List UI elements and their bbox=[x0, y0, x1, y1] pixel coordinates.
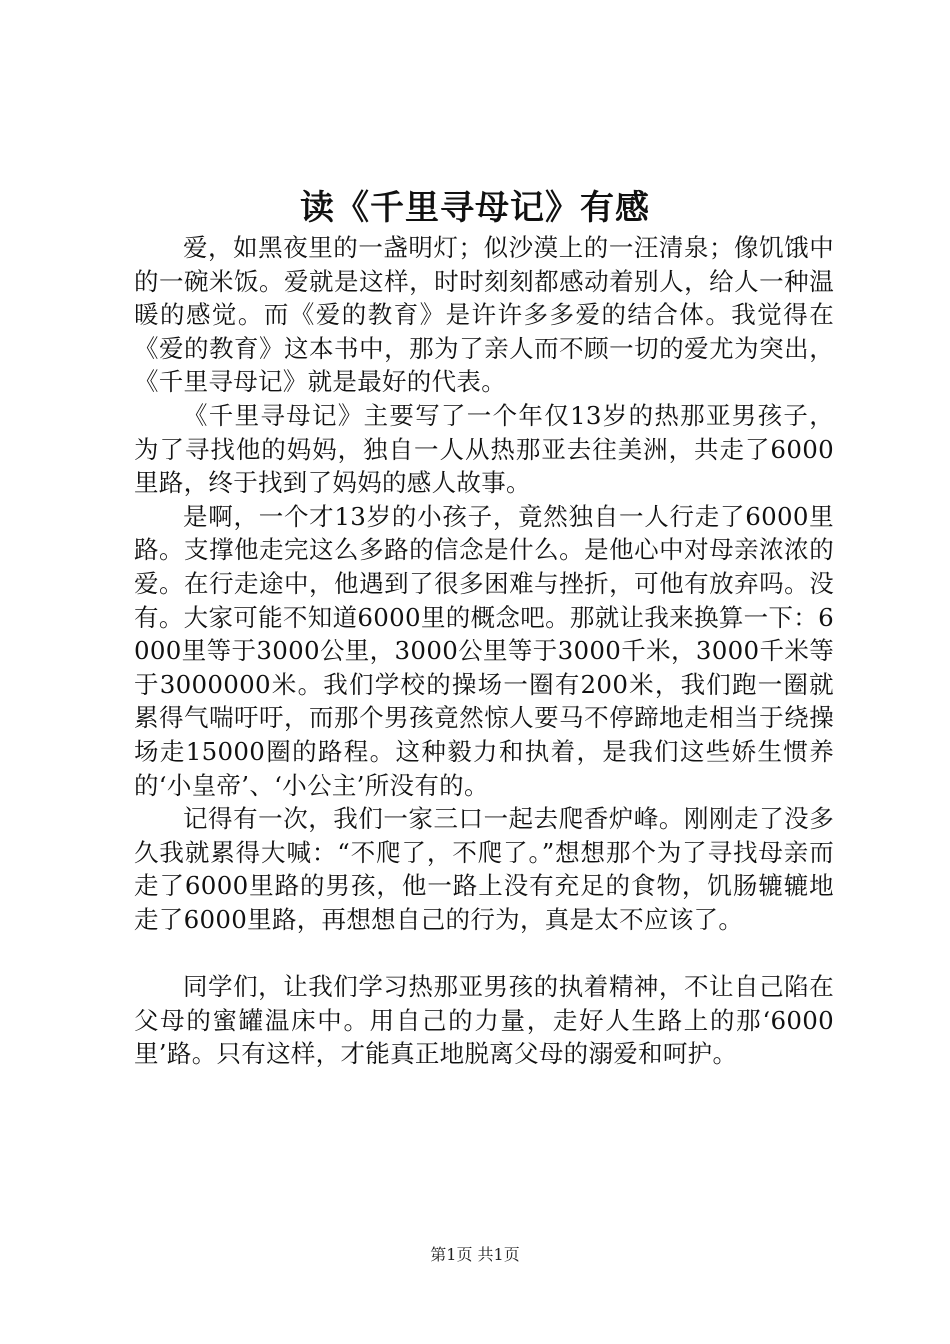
document-title: 读《千里寻母记》有感 bbox=[300, 188, 650, 228]
paragraph-5: 同学们，让我们学习热那亚男孩的执着精神，不让自己陷在父母的蜜罐温床中。用自己的力量，走好人生路上的那‘6000里’路。只有这样，才能真正地脱离父母的溺爱和呵护。 bbox=[134, 972, 834, 1069]
paragraph-2: 《千里寻母记》主要写了一个年仅13岁的热那亚男孩子，为了寻找他的妈妈，独自一人从热那亚去往美洲，共走了6000里路，终于找到了妈妈的感人故事。 bbox=[134, 400, 834, 498]
paragraph-1: 爱，如黑夜里的一盏明灯；似沙漠上的一汪清泉；像饥饿中的一碗米饭。爱就是这样，时时刻刻都感动着别人，给人一种温暖的感觉。而《爱的教育》是许许多多爱的结合体。我觉得在《爱的教育》这本书中，那为了亲人而不顾一切的爱尤为突出，《千里寻母记》就是最好的代表。 bbox=[134, 233, 834, 397]
paragraph-4: 记得有一次，我们一家三口一起去爬香炉峰。刚刚走了没多久我就累得大喊：“不爬了，不爬了。”想想那个为了寻找母亲而走了6000里路的男孩，他一路上没有充足的食物，饥肠辘辘地走了6000里路，再想想自己的行为，真是太不应该了。 bbox=[134, 804, 834, 934]
paragraph-3: 是啊，一个才13岁的小孩子，竟然独自一人行走了6000里路。支撑他走完这么多路的信念是什么。是他心中对母亲浓浓的爱。在行走途中，他遇到了很多困难与挫折，可他有放弃吗。没有。大家可能不知道6000里的概念吧。那就让我来换算一下：6000里等于3000公里，3000公里等于3000千米，3000千米等于3000000米。我们学校的操场一圈有200米，我们跑一圈就累得气喘吁吁，而那个男孩竟然惊人要马不停蹄地走相当于绕操场走15000圈的路程。这种毅力和执着，是我们这些娇生惯养的‘小皇帝’、‘小公主’所没有的。 bbox=[134, 501, 834, 800]
page-footer: 第1页 共1页 bbox=[430, 1245, 520, 1264]
document-body bbox=[134, 231, 834, 1071]
